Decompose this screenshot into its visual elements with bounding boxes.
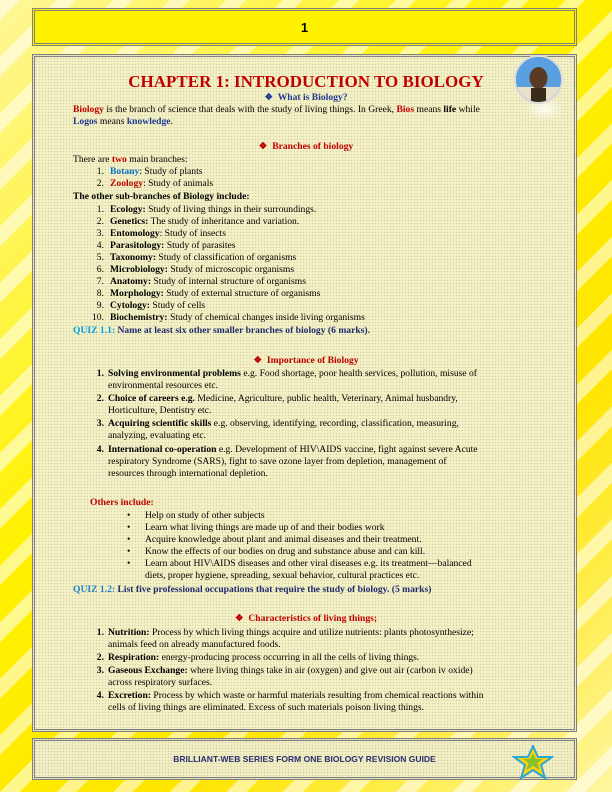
characteristic-item [90, 652, 419, 663]
others-item-text: Learn what living things are made up of and their bodies work [145, 522, 385, 533]
sub-branch-item [90, 240, 236, 251]
bullet-dot-icon: • [127, 558, 131, 569]
branch-name: Cytology: [110, 300, 150, 311]
sub-branch-item [90, 216, 299, 227]
item-text: where living things take in air (oxygen) and give out air (carbon iv oxide) [187, 665, 473, 676]
bullet-dot-icon: • [127, 534, 131, 545]
importance-item [90, 418, 459, 429]
item-number: 1. [96, 627, 104, 638]
quiz-text: Name at least six other smaller branches of biology (6 marks). [115, 325, 371, 336]
main-branch-item [90, 178, 213, 189]
main-branch-item [90, 166, 203, 177]
item-name: International co-operation [108, 444, 217, 455]
item-number: 9. [96, 300, 104, 311]
others-item [127, 558, 472, 569]
item-number: 6. [96, 264, 104, 275]
branch-name-botany: Botany [110, 166, 140, 177]
quiz-tag: QUIZ 1.1: [73, 325, 116, 336]
item-text-cont: environmental resources etc. [108, 380, 219, 391]
item-text-cont: resources through international depletion. [108, 468, 268, 479]
page-footer [32, 738, 577, 780]
means-text: means [414, 104, 444, 115]
item-number: 1. [96, 368, 104, 379]
chapter-title: CHAPTER 1: INTRODUCTION TO BIOLOGY [128, 72, 484, 91]
page-header [32, 8, 577, 46]
branches-intro [73, 154, 188, 165]
others-heading: Others include: [90, 497, 154, 508]
item-text-cont: cells of living things are eliminated. Excess of such materials poison living things. [108, 702, 425, 713]
intro-text: main branches: [126, 154, 188, 165]
two-word: two [111, 154, 127, 165]
importance-item [90, 444, 478, 455]
importance-heading-text: Importance of Biology [266, 355, 359, 366]
knowledge-word: knowledge [126, 116, 171, 127]
branch-name: Entomology [110, 228, 160, 239]
bullet-dot-icon: • [127, 510, 131, 521]
item-text: e.g. observing, identifying, recording, classification, measuring, [211, 418, 459, 429]
page-number: 1 [300, 19, 309, 35]
branch-name: Biochemistry: [110, 312, 168, 323]
branch-name: Taxonomy: [110, 252, 157, 263]
branch-desc: Study of classification of organisms [156, 252, 297, 263]
branch-name: Microbiology: [110, 264, 168, 275]
branches-heading [0, 141, 612, 152]
while-text: while [456, 104, 480, 115]
item-number: 5. [96, 252, 104, 263]
importance-item [90, 393, 458, 404]
item-number: 2. [96, 216, 104, 227]
item-name: Solving environmental problems [108, 368, 241, 379]
others-item [127, 510, 265, 521]
item-text: energy-producing process occurring in all the cells of living things. [159, 652, 420, 663]
item-number: 3. [96, 418, 104, 429]
item-number: 4. [96, 690, 104, 701]
sub-branch-item [90, 288, 320, 299]
item-text: Medicine, Agriculture, public health, Veterinary, Animal husbandry, [194, 393, 458, 404]
branch-name: Anatomy: [110, 276, 152, 287]
item-number: 4. [96, 444, 104, 455]
diamond-bullet-icon: ❖ [234, 613, 244, 624]
characteristics-heading [0, 613, 612, 624]
life-word: life [443, 104, 457, 115]
sub-branch-item [90, 252, 296, 263]
characteristic-item [90, 665, 473, 676]
item-number: 3. [96, 228, 104, 239]
characteristic-item [90, 690, 484, 701]
item-name: Nutrition: [108, 627, 150, 638]
item-text: e.g. Development of HIV\AIDS vaccine, fight against severe Acute [216, 444, 478, 455]
logos-word: Logos [73, 116, 98, 127]
star-icon [512, 745, 554, 779]
sub-branch-item [90, 300, 205, 311]
branch-desc: : Study of animals [143, 178, 214, 189]
biology-definition-line2 [73, 116, 173, 127]
intro-text: There are [73, 154, 112, 165]
item-text-cont: respiratory Syndrome (SARS), fight to save ozone layer from depletion, management of [108, 456, 447, 467]
sub-branch-item [90, 276, 306, 287]
branch-desc: The study of inheritance and variation. [148, 216, 300, 227]
characteristics-heading-text: Characteristics of living things; [248, 613, 378, 624]
others-item-text: Know the effects of our bodies on drug and substance abuse and can kill. [145, 546, 426, 557]
others-item [127, 522, 385, 533]
others-item-text: Acquire knowledge about plant and animal diseases and their treatment. [145, 534, 422, 545]
item-name: Gaseous Exchange: [108, 665, 188, 676]
branch-desc: : Study of insects [159, 228, 226, 239]
branch-desc: Study of chemical changes inside living organisms [167, 312, 365, 323]
what-is-heading-text: What is Biology? [277, 92, 348, 103]
branch-name: Parasitology: [110, 240, 165, 251]
biology-definition-line1 [73, 104, 480, 115]
item-number: 3. [96, 665, 104, 676]
branch-desc: Study of external structure of organisms [163, 288, 321, 299]
branches-heading-text: Branches of biology [272, 141, 354, 152]
diamond-bullet-icon: ❖ [253, 355, 263, 366]
item-number: 2. [96, 178, 104, 189]
item-text-cont: analyzing, evaluating etc. [108, 430, 207, 441]
branch-name: Genetics: [110, 216, 149, 227]
item-number: 2. [96, 652, 104, 663]
item-text-cont: Horticulture, Dentistry etc. [108, 405, 212, 416]
bullet-dot-icon: • [127, 546, 131, 557]
item-text: e.g. Food shortage, poor health services, pollution, misuse of [240, 368, 477, 379]
bios-word: Bios [396, 104, 415, 115]
item-text: Process by which waste or harmful materials resulting from chemical reactions within [151, 690, 484, 701]
characteristic-item [90, 627, 474, 638]
quiz-1-2 [73, 584, 431, 595]
item-text-cont: animals feed on already manufactured foods. [108, 639, 281, 650]
branch-name-zoology: Zoology [110, 178, 144, 189]
others-item [127, 534, 422, 545]
others-item-text: Learn about HIV\AIDS diseases and other viral diseases e.g. its treatment—balanced [145, 558, 472, 569]
quiz-tag: QUIZ 1.2: [73, 584, 116, 595]
item-number: 4. [96, 240, 104, 251]
what-is-heading [0, 92, 612, 103]
diamond-bullet-icon: ❖ [258, 141, 268, 152]
diamond-bullet-icon: ❖ [264, 92, 274, 103]
importance-item [90, 368, 477, 379]
sub-branches-heading: The other sub-branches of Biology include: [73, 191, 250, 202]
biology-word: Biology [73, 104, 104, 115]
period: . [170, 116, 173, 127]
item-number: 1. [96, 166, 104, 177]
item-text-cont: across respiratory surfaces. [108, 677, 213, 688]
branch-desc: Study of internal structure of organisms [151, 276, 306, 287]
means-text: means [97, 116, 127, 127]
branch-desc: Study of microscopic organisms [167, 264, 295, 275]
item-name: Choice of careers e.g. [108, 393, 195, 404]
branch-desc: Study of living things in their surroundings. [145, 204, 317, 215]
others-item [127, 546, 425, 557]
footer-title: BRILLIANT-WEB SERIES FORM ONE BIOLOGY REVISION GUIDE [173, 754, 436, 764]
bullet-dot-icon: • [127, 522, 131, 533]
item-number: 8. [96, 288, 104, 299]
item-name: Excretion: [108, 690, 151, 701]
branch-desc: Study of cells [149, 300, 206, 311]
branch-name: Ecology: [110, 204, 146, 215]
item-name: Acquiring scientific skills [108, 418, 212, 429]
sub-branch-item [90, 312, 365, 323]
sub-branch-item [90, 228, 226, 239]
branch-name: Morphology: [110, 288, 164, 299]
sub-branch-item [90, 264, 294, 275]
definition-text: is the branch of science that deals with the study of living things. In Greek, [103, 104, 397, 115]
item-number: 2. [96, 393, 104, 404]
importance-heading [0, 355, 612, 366]
branch-desc: Study of parasites [164, 240, 236, 251]
item-number: 7. [96, 276, 104, 287]
quiz-text: List five professional occupations that require the study of biology. (5 marks) [115, 584, 432, 595]
branch-desc: : Study of plants [139, 166, 203, 177]
sub-branch-item [90, 204, 316, 215]
item-number: 10. [92, 312, 104, 323]
others-item-text: Help on study of other subjects [145, 510, 265, 521]
others-item-text-cont: diets, proper hygiene, spreading, sexual behavior, cultural practices etc. [145, 570, 420, 581]
quiz-1-1 [73, 325, 370, 336]
item-text: Process by which living things acquire and utilize nutrients: plants photosynthesize; [149, 627, 474, 638]
item-number: 1. [96, 204, 104, 215]
item-name: Respiration: [108, 652, 160, 663]
